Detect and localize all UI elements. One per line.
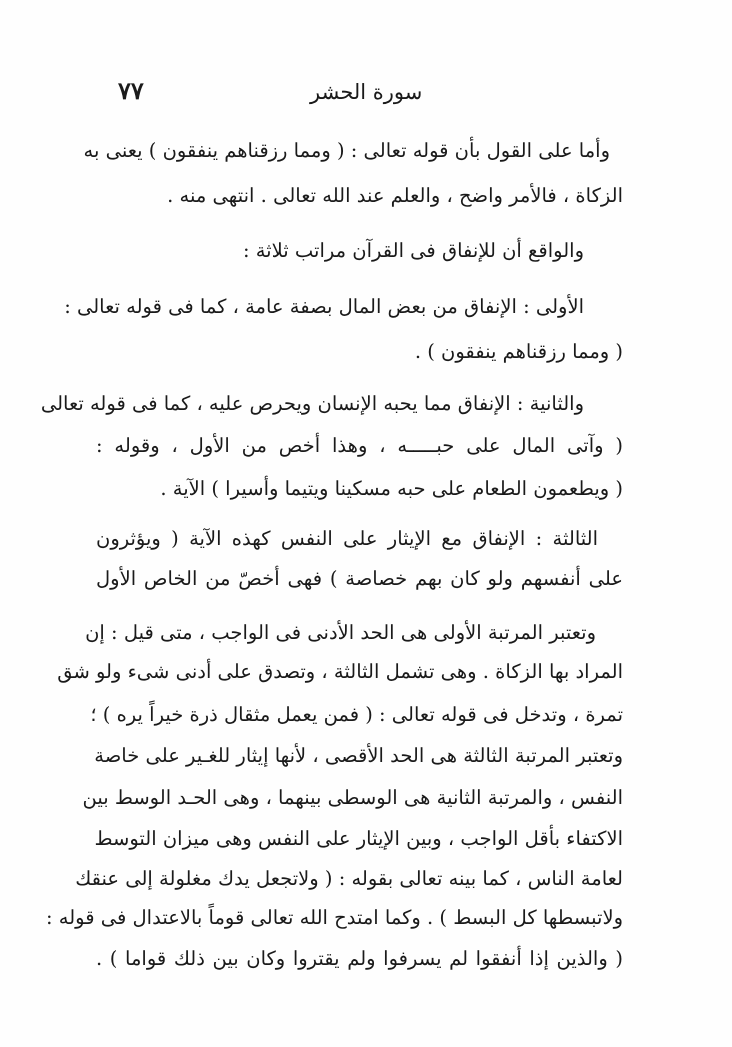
text-line: والثانية : الإنفاق مما يحبه الإنسان ويحرص عليه ، كما فى قوله تعالى (40, 392, 584, 415)
text-line: الأولى : الإنفاق من بعض المال بصفة عامة ، كما فى قوله تعالى : (64, 295, 584, 318)
text-line: النفس ، والمرتبة الثانية هى الوسطى بينهما ، وهى الحـد الوسط بين (82, 786, 623, 809)
text-line: وتعتبر المرتبة الثالثة هى الحد الأقصى ، لأنها إيثار للغـير على خاصة (94, 744, 623, 767)
page-number: ٧٧ (118, 76, 144, 105)
text-line: وأما على القول بأن قوله تعالى : ( ومما رزقناهم ينفقون ) يعنى به (83, 139, 610, 162)
text-line: وتعتبر المرتبة الأولى هى الحد الأدنى فى الواجب ، متى قيل : إن (85, 621, 596, 644)
text-line: ( ومما رزقناهم ينفقون ) . (414, 340, 623, 363)
text-line: لعامة الناس ، كما بينه تعالى بقوله : ( ولاتجعل يدك مغلولة إلى عنقك (75, 867, 623, 890)
text-line: المراد بها الزكاة . وهى تشمل الثالثة ، وتصدق على أدنى شىء ولو شق (57, 660, 623, 683)
text-line: الزكاة ، فالأمر واضح ، والعلم عند الله تعالى . انتهى منه . (167, 184, 623, 207)
text-line: ولاتبسطها كل البسط ) . وكما امتدح الله تعالى قوماً بالاعتدال فى قوله : (45, 906, 623, 929)
text-line: ( وآتى المال على حبـــــه ، وهذا أخص من الأول ، وقوله : (96, 434, 623, 457)
text-line: ( والذين إذا أنفقوا لم يسرفوا ولم يقتروا وكان بين ذلك قواما ) . (96, 947, 623, 970)
text-line: على أنفسهم ولو كان بهم خصاصة ) فهى أخصّ من الخاص الأول (96, 567, 623, 590)
running-title: سورة الحشر (310, 80, 423, 104)
text-line: ( ويطعمون الطعام على حبه مسكينا ويتيما وأسيرا ) الآية . (160, 477, 623, 500)
page-header (100, 74, 640, 108)
text-line: والواقع أن للإنفاق فى القرآن مراتب ثلاثة : (242, 239, 584, 262)
text-line: تمرة ، وتدخل فى قوله تعالى : ( فمن يعمل مثقال ذرة خيراً يره ) ؛ (90, 703, 623, 726)
text-line: الاكتفاء بأقل الواجب ، وبين الإيثار على النفس وهى ميزان التوسط (94, 827, 623, 850)
text-line: الثالثة : الإنفاق مع الإيثار على النفس كهذه الآية ( ويؤثرون (96, 527, 598, 550)
